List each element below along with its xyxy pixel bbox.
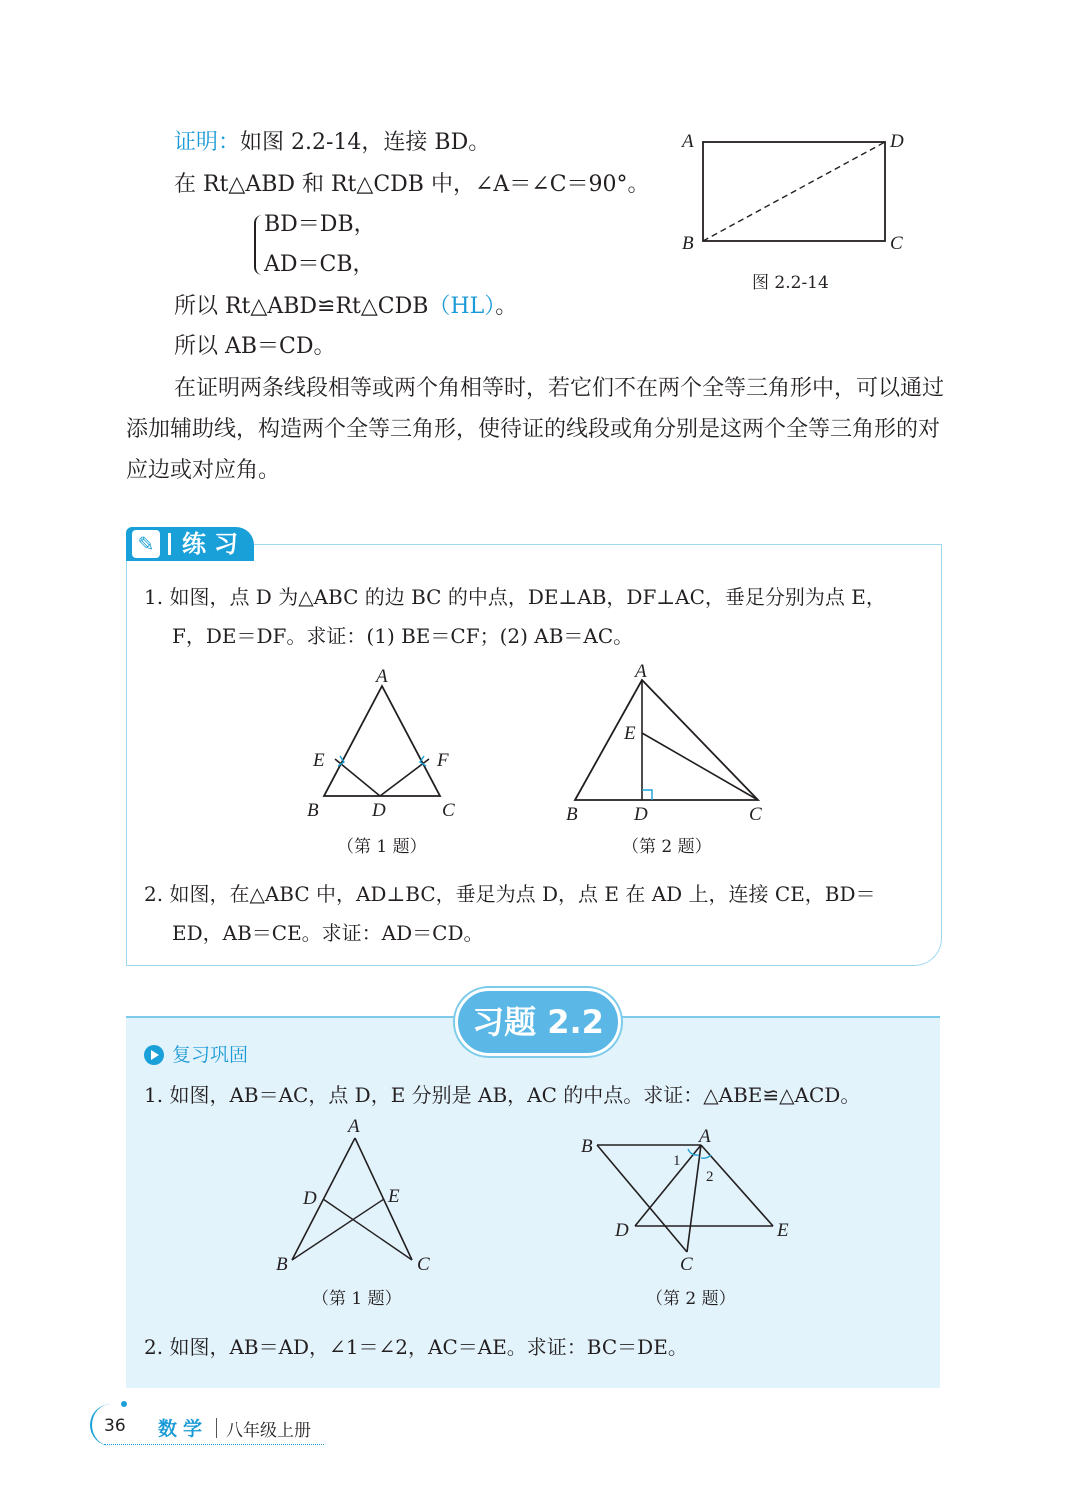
practice-figure-2 [560,660,790,830]
footer-subject: 数学 [158,1418,209,1440]
fig-label-C: C [890,233,903,254]
pencil-ruler-icon: ✎ [132,530,160,558]
label-1: 1 [673,1153,681,1169]
practice-title: 练习 [182,530,246,558]
practice-figure-1 [300,662,480,822]
figure-caption: 图 2.2-14 [752,273,829,293]
practice-fig1-caption: （第 1 题） [337,837,427,857]
exercise-fig1-caption: （第 1 题） [312,1289,402,1309]
label-D: D [615,1220,629,1241]
footer-dot [121,1401,127,1407]
label-B: B [581,1136,593,1157]
label-C: C [417,1254,430,1275]
exercise-badge: 习题 2.2 [455,988,621,1056]
label-B: B [566,804,578,825]
label-A: A [635,661,647,682]
fig-label-B: B [682,233,694,254]
proof-line-4: 所以 AB＝CD。 [174,334,336,359]
practice-tab [126,527,254,561]
proof-condition-2: AD＝CB， [264,252,375,277]
exercise-q1: 1. 如图，AB＝AC，点 D，E 分别是 AB，AC 的中点。求证：△ABE≌△ACD。 [144,1083,861,1107]
practice-q1-line1: 1. 如图，点 D 为△ABC 的边 BC 的中点，DE⊥AB，DF⊥AC，垂足分别为点 E， [144,585,886,609]
label-A: A [348,1116,360,1137]
label-E: E [777,1220,789,1241]
exercise-figure-2 [575,1122,805,1275]
label-C: C [749,804,762,825]
label-E: E [388,1186,400,1207]
footer-divider [216,1418,217,1438]
label-A: A [699,1126,711,1147]
label-2: 2 [706,1169,714,1185]
label-B: B [307,800,319,821]
label-D: D [372,800,386,821]
label-C: C [442,800,455,821]
practice-q2-line2: ED，AB＝CE。求证：AD＝CD。 [172,921,484,945]
label-F: F [437,750,449,771]
label-D: D [634,804,648,825]
proof-line-3: 所以 Rt△ABD≌Rt△CDB（HL）。 [174,294,518,319]
summary-paragraph: 在证明两条线段相等或两个角相等时，若它们不在两个全等三角形中，可以通过添加辅助线，构造两个全等三角形，使待证的线段或角分别是这两个全等三角形的对应边或对应角。 [126,376,945,483]
label-C: C [680,1254,693,1275]
fig-label-A: A [682,131,694,152]
exercise-q2: 2. 如图，AB＝AD，∠1＝∠2，AC＝AE。求证：BC＝DE。 [144,1335,688,1359]
review-heading: 复习巩固 [172,1044,249,1066]
practice-q2-line1: 2. 如图，在△ABC 中，AD⊥BC，垂足为点 D，点 E 在 AD 上，连接 CE，BD＝ [144,882,876,906]
tab-separator [168,533,171,555]
label-B: B [276,1254,288,1275]
figure-2-2-14 [670,125,920,265]
proof-line-1: 证明：如图 2.2-14，连接 BD。 [174,130,491,155]
proof-line-2: 在 Rt△ABD 和 Rt△CDB 中，∠A＝∠C＝90°。 [174,172,650,197]
label-E: E [624,723,636,744]
proof-label: 证明： [174,130,241,155]
exercise-figure-1 [270,1112,440,1282]
proof-condition-1: BD＝DB， [264,212,376,237]
label-E: E [313,750,325,771]
label-A: A [376,666,388,687]
footer-underline [104,1444,324,1445]
fig-label-D: D [890,131,904,152]
play-icon [144,1045,164,1065]
label-D: D [303,1188,317,1209]
footer-book: 八年级上册 [226,1421,311,1441]
exercise-fig2-caption: （第 2 题） [646,1289,736,1309]
practice-q1-line2: F，DE＝DF。求证：(1) BE＝CF；(2) AB＝AC。 [172,624,634,648]
practice-fig2-caption: （第 2 题） [622,837,712,857]
page-number: 36 [104,1416,126,1436]
